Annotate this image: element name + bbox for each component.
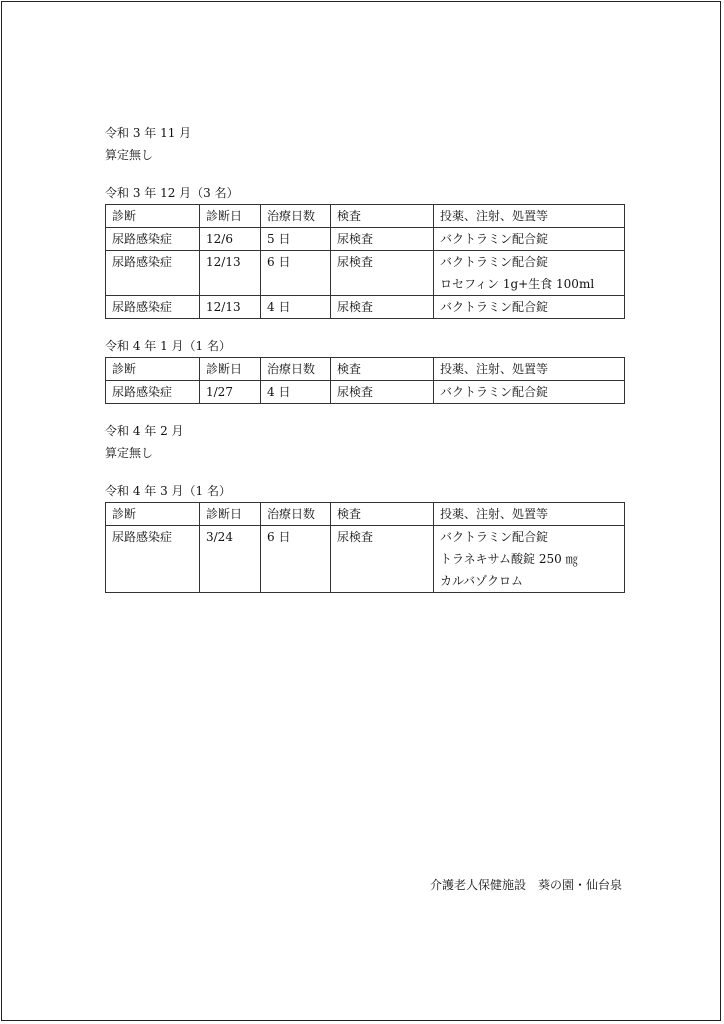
medication-line: バクトラミン配合錠 [440,385,549,399]
medication-line: ロセフィン 1g+生食 100ml [440,277,595,291]
column-header: 治療日数 [261,503,331,526]
diagnosis-cell: 尿路感染症 [106,251,200,296]
month-heading: 令和 3 年 11 月 [105,126,192,140]
medication-line: バクトラミン配合錠 [440,232,549,246]
column-header: 治療日数 [261,205,331,228]
diagnosis-date-cell: 12/13 [200,251,261,296]
month-heading: 令和 3 年 12 月（3 名） [105,186,239,200]
test-cell: 尿検査 [331,296,434,319]
diagnosis-cell: 尿路感染症 [106,228,200,251]
medication-line: バクトラミン配合錠 [440,300,549,314]
medication-cell [434,381,625,404]
column-header: 診断日 [200,358,261,381]
document-content [105,122,625,593]
diagnosis-date-cell: 12/13 [200,296,261,319]
treatment-days-cell: 5 日 [261,228,331,251]
medication-line: バクトラミン配合錠 [440,255,549,269]
column-header: 診断 [106,503,200,526]
diagnosis-cell: 尿路感染症 [106,296,200,319]
month-heading: 令和 4 年 1 月（1 名） [105,339,231,353]
treatment-days-cell: 6 日 [261,526,331,593]
diagnosis-cell: 尿路感染症 [106,526,200,593]
treatment-days-cell: 6 日 [261,251,331,296]
table-row [106,251,625,296]
month-heading: 令和 4 年 3 月（1 名） [105,484,231,498]
table-row [106,228,625,251]
treatment-days-cell: 4 日 [261,296,331,319]
diagnosis-date-cell: 12/6 [200,228,261,251]
facility-name: 介護老人保健施設 葵の園・仙台泉 [429,878,622,892]
medication-line: カルバゾクロム [440,574,524,588]
diagnosis-cell: 尿路感染症 [106,381,200,404]
column-header: 投薬、注射、処置等 [434,358,625,381]
medication-cell [434,251,625,296]
table-row [106,296,625,319]
treatment-days-cell: 4 日 [261,381,331,404]
column-header: 診断 [106,358,200,381]
treatment-table [105,502,625,593]
medication-line: バクトラミン配合錠 [440,530,549,544]
diagnosis-date-cell: 1/27 [200,381,261,404]
column-header: 投薬、注射、処置等 [434,205,625,228]
test-cell: 尿検査 [331,228,434,251]
test-cell: 尿検査 [331,526,434,593]
table-header-row [106,503,625,526]
column-header: 診断 [106,205,200,228]
medication-cell [434,228,625,251]
no-billing-note: 算定無し [105,446,154,460]
medication-line: トラネキサム酸錠 250 ㎎ [440,552,578,566]
document-page [1,1,721,1021]
test-cell: 尿検査 [331,251,434,296]
treatment-table [105,204,625,319]
column-header: 検査 [331,205,434,228]
table-row [106,381,625,404]
table-row [106,526,625,593]
treatment-table [105,357,625,404]
month-heading: 令和 4 年 2 月 [105,424,184,438]
table-header-row [106,358,625,381]
no-billing-note: 算定無し [105,148,154,162]
column-header: 治療日数 [261,358,331,381]
test-cell: 尿検査 [331,381,434,404]
diagnosis-date-cell: 3/24 [200,526,261,593]
table-header-row [106,205,625,228]
medication-cell [434,526,625,593]
column-header: 検査 [331,358,434,381]
column-header: 診断日 [200,205,261,228]
column-header: 診断日 [200,503,261,526]
column-header: 検査 [331,503,434,526]
medication-cell [434,296,625,319]
column-header: 投薬、注射、処置等 [434,503,625,526]
